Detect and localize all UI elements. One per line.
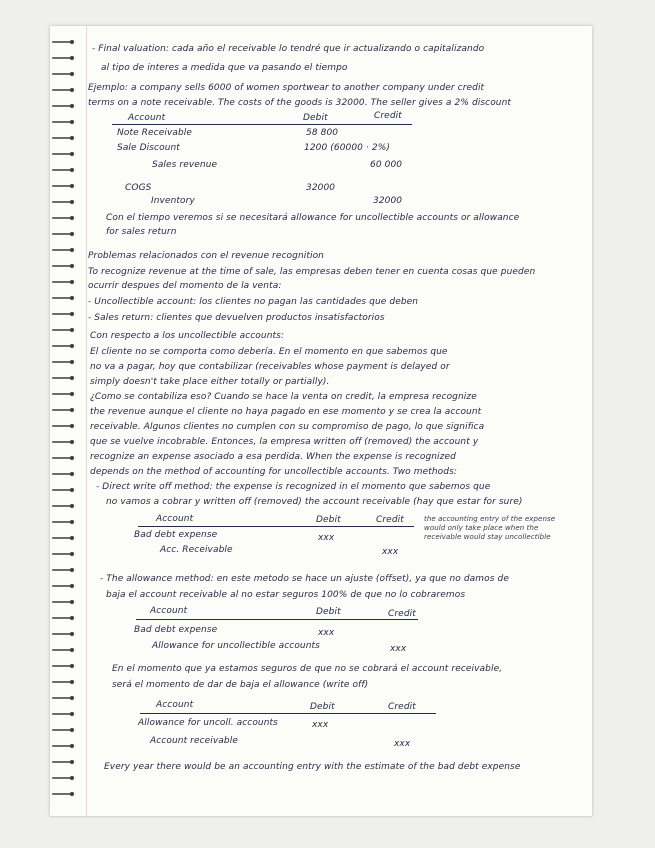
- t2-side-note: the accounting entry of the expense would only take place when the receivable would stay uncollectible: [424, 515, 556, 541]
- t4-allowance-debit: xxx: [312, 720, 329, 730]
- t1-sale-discount-debit: 1200 (60000 · 2%): [304, 143, 390, 153]
- t1-sales-revenue: Sales revenue: [152, 160, 218, 170]
- spiral-coil: [52, 200, 76, 205]
- line-interest: al tipo de interes a medida que va pasando el tiempo: [101, 63, 348, 73]
- spiral-coil: [52, 328, 76, 333]
- spiral-coil: [52, 376, 76, 381]
- spiral-coil: [52, 568, 76, 573]
- line-every-year: Every year there would be an accounting entry with the estimate of the bad debt expense: [104, 762, 521, 772]
- spiral-coil: [52, 600, 76, 605]
- line-written-off: que se vuelve incobrable. Entonces, la empresa written off (removed) the account y: [90, 437, 479, 447]
- spiral-coil: [52, 760, 76, 765]
- line-uncollectible-account: - Uncollectible account: los clientes no pagan las cantidades que deben: [88, 297, 419, 307]
- line-not-paying: no va a pagar, hoy que contabilizar (receivables whose payment is delayed or: [90, 362, 450, 372]
- spiral-coil: [52, 424, 76, 429]
- spiral-coil: [52, 88, 76, 93]
- t1-cogs-debit: 32000: [306, 183, 336, 193]
- spiral-coil: [52, 312, 76, 317]
- spiral-coil: [52, 648, 76, 653]
- spiral-coil: [52, 56, 76, 61]
- line-when-sure: En el momento que ya estamos seguros de que no se cobrará el account receivable,: [112, 664, 503, 674]
- spiral-coil: [52, 520, 76, 525]
- line-final-valuation: - Final valuation: cada año el receivable lo tendré que ir actualizando o capitalizando: [92, 44, 485, 54]
- line-client-behaviour: El cliente no se comporta como debería. En el momento en que sabemos que: [90, 347, 448, 357]
- spiral-coil: [52, 120, 76, 125]
- spiral-coil: [52, 728, 76, 733]
- spiral-coil: [52, 232, 76, 237]
- spiral-coil: [52, 680, 76, 685]
- spiral-coil: [52, 344, 76, 349]
- t2-acc-receivable-credit: xxx: [382, 547, 399, 557]
- t1-sales-revenue-credit: 60 000: [370, 160, 403, 170]
- t1-inventory-credit: 32000: [373, 196, 403, 206]
- spiral-coil: [52, 504, 76, 509]
- spiral-coil: [52, 632, 76, 637]
- spiral-coil: [52, 616, 76, 621]
- t1-header-rule: [112, 124, 412, 125]
- t1-inventory: Inventory: [151, 196, 195, 206]
- t1-cogs: COGS: [125, 183, 152, 193]
- spiral-coil: [52, 664, 76, 669]
- spiral-coil: [52, 488, 76, 493]
- spiral-coil: [52, 440, 76, 445]
- spiral-coil: [52, 776, 76, 781]
- spiral-coil: [52, 408, 76, 413]
- spiral-coil: [52, 216, 76, 221]
- spiral-coil: [52, 360, 76, 365]
- line-recognize-revenue: To recognize revenue at the time of sale, las empresas deben tener en cuenta cosas que pueden: [88, 267, 536, 277]
- line-expense-recognized: recognize an expense asociado a esa perdida. When the expense is recognized: [90, 452, 456, 462]
- spiral-coil: [52, 696, 76, 701]
- spiral-coil: [52, 152, 76, 157]
- spiral-coil: [52, 472, 76, 477]
- spiral-coil: [52, 296, 76, 301]
- t1-header-account: Account: [128, 113, 166, 123]
- spiral-binding: [52, 40, 78, 810]
- line-write-off-allowance: será el momento de dar de baja el allowance (write off): [112, 680, 369, 690]
- spiral-coil: [52, 168, 76, 173]
- t1-header-debit: Debit: [303, 113, 328, 123]
- t3-allowance-uncollectible: Allowance for uncollectible accounts: [152, 641, 320, 651]
- t3-allowance-credit: xxx: [390, 644, 407, 654]
- line-credit-terms: terms on a note receivable. The costs of the goods is 32000. The seller gives a 2% discount: [88, 98, 512, 108]
- t2-header-credit: Credit: [376, 515, 404, 525]
- t4-allowance-uncoll: Allowance for uncoll. accounts: [138, 718, 278, 728]
- t3-header-credit: Credit: [388, 609, 416, 619]
- spiral-coil: [52, 552, 76, 557]
- spiral-coil: [52, 392, 76, 397]
- line-allowance-method: - The allowance method: en este metodo se hace un ajuste (offset), ya que no damos de: [100, 574, 509, 584]
- t3-header-rule: [136, 619, 418, 620]
- spiral-coil: [52, 456, 76, 461]
- spiral-coil: [52, 584, 76, 589]
- spiral-coil: [52, 72, 76, 77]
- t3-bad-debt-debit: xxx: [318, 628, 335, 638]
- t2-bad-debt-expense: Bad debt expense: [134, 530, 218, 540]
- line-for-sure: no vamos a cobrar y written off (removed) the account receivable (hay que estar for sure): [106, 497, 523, 507]
- t1-note-receivable-debit: 58 800: [306, 128, 339, 138]
- t3-bad-debt-expense: Bad debt expense: [134, 625, 218, 635]
- line-allowance-note: Con el tiempo veremos si se necesitará allowance for uncollectible accounts or allowance: [106, 213, 520, 223]
- t1-sale-discount: Sale Discount: [117, 143, 180, 153]
- spiral-coil: [52, 744, 76, 749]
- t2-bad-debt-debit: xxx: [318, 533, 335, 543]
- spiral-coil: [52, 104, 76, 109]
- line-two-methods: depends on the method of accounting for uncollectible accounts. Two methods:: [90, 467, 458, 477]
- spiral-coil: [52, 248, 76, 253]
- spiral-coil: [52, 184, 76, 189]
- line-example: Ejemplo: a company sells 6000 of women sportwear to another company under credit: [88, 83, 485, 93]
- spiral-coil: [52, 536, 76, 541]
- t4-account-receivable: Account receivable: [150, 736, 238, 746]
- line-after-sale: ocurrir despues del momento de la venta:: [88, 281, 282, 291]
- t2-header-debit: Debit: [316, 515, 341, 525]
- t4-header-account: Account: [156, 700, 194, 710]
- t1-header-credit: Credit: [374, 111, 402, 121]
- spiral-coil: [52, 712, 76, 717]
- line-regarding-uncollectible: Con respecto a los uncollectible accounts:: [90, 331, 285, 341]
- line-direct-write-off: - Direct write off method: the expense is recognized in el momento que sabemos que: [96, 482, 491, 492]
- spiral-coil: [52, 136, 76, 141]
- t4-header-credit: Credit: [388, 702, 416, 712]
- t4-header-rule: [140, 713, 436, 714]
- line-revenue-recognized: the revenue aunque el cliente no haya pagado en ese momento y se crea la account: [90, 407, 482, 417]
- line-sales-return-def: - Sales return: clientes que devuelven productos insatisfactorios: [88, 313, 385, 323]
- t4-header-debit: Debit: [310, 702, 335, 712]
- t1-note-receivable: Note Receivable: [117, 128, 193, 138]
- t2-header-rule: [138, 526, 414, 527]
- t3-header-debit: Debit: [316, 607, 341, 617]
- line-receivable-created: receivable. Algunos clientes no cumplen con su compromiso de pago, lo que significa: [90, 422, 485, 432]
- line-sales-return: for sales return: [106, 227, 177, 237]
- line-partially: simply doesn't take place either totally or partially).: [90, 377, 330, 387]
- line-how-recorded: ¿Como se contabiliza eso? Cuando se hace la venta on credit, la empresa recognize: [90, 392, 477, 402]
- line-not-sure: baja el account receivable al no estar seguros 100% de que no lo cobraremos: [106, 590, 466, 600]
- spiral-coil: [52, 40, 76, 45]
- t2-header-account: Account: [156, 514, 194, 524]
- t3-header-account: Account: [150, 606, 188, 616]
- t4-account-receivable-credit: xxx: [394, 739, 411, 749]
- spiral-coil: [52, 264, 76, 269]
- t2-acc-receivable: Acc. Receivable: [160, 545, 233, 555]
- margin-line: [86, 26, 87, 816]
- spiral-coil: [52, 792, 76, 797]
- spiral-coil: [52, 280, 76, 285]
- line-problems-heading: Problemas relacionados con el revenue recognition: [88, 251, 324, 261]
